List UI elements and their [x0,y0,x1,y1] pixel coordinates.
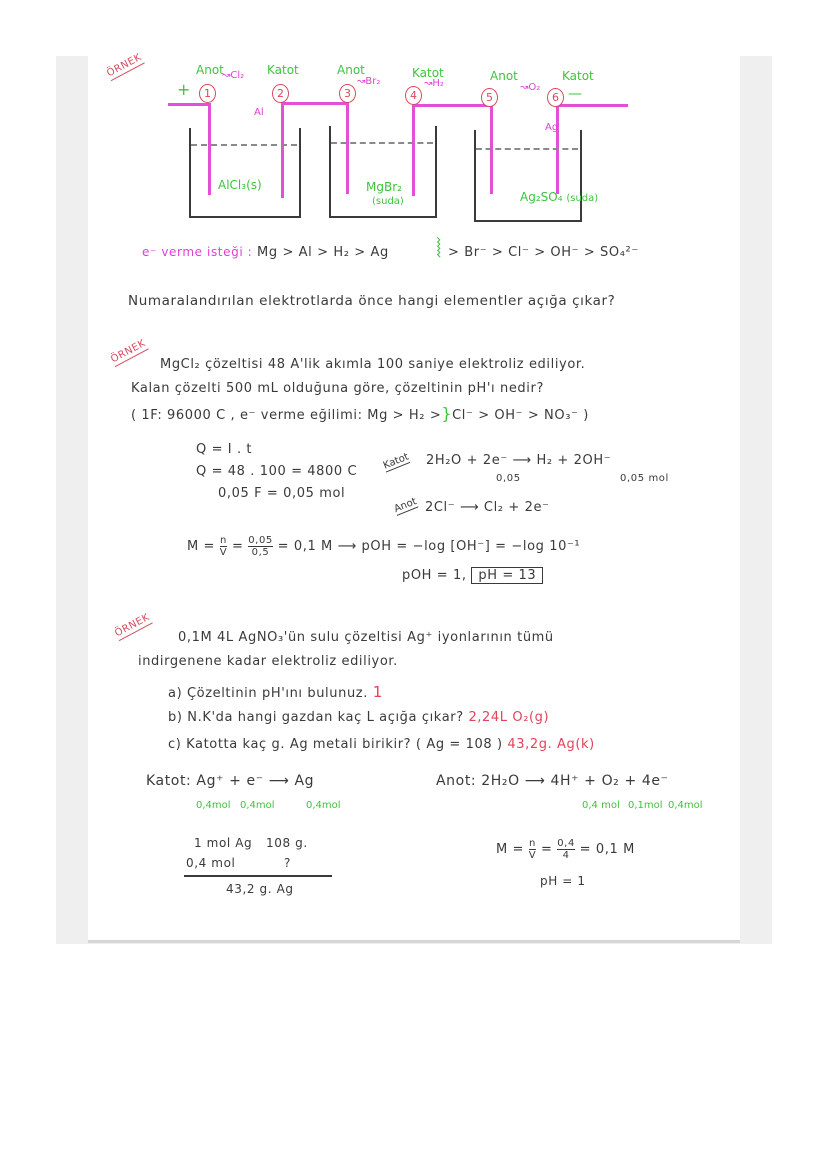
example-2-line-2: Kalan çözelti 500 mL olduğuna göre, çözeltinin pH'ı nedir? [131,381,544,396]
charge-calculation: Q = 48 . 100 = 4800 C [196,464,358,479]
electrode-6-number: 6 [547,88,564,107]
electrode-3-product: ↝Br₂ [357,76,381,87]
katot-oh-mol: 0,05 mol [620,473,669,484]
example-1-question: Numaralandırılan elektrotlarda önce hangi elementler açığa çıkar? [128,293,616,309]
anot-label: Anot [392,496,419,515]
question-a: a) Çözeltinin pH'ını bulunuz. 1 [168,683,383,701]
ph-answer-box: pH = 13 [471,567,543,584]
charge-formula: Q = I . t [196,442,253,457]
ratio-divider [184,875,332,877]
katot-mol-1: 0,4mol [196,800,231,811]
electron-tendency-line: e⁻ verme isteği : Mg > Al > H₂ > Ag [142,245,389,260]
example-2-line-1: MgCl₂ çözeltisi 48 A'lik akımla 100 saniye elektroliz ediliyor. [160,357,586,372]
positive-sign: + [177,80,191,99]
katot-mol-3: 0,4mol [306,800,341,811]
beaker-1 [189,128,301,218]
example-3-line-1: 0,1M 4L AgNO₃'ün sulu çözeltisi Ag⁺ iyonlarının tümü [178,630,554,645]
poh-result: pOH = 1, pH = 13 [402,568,543,583]
electrode-2-number: 2 [272,84,289,103]
ratio-row-2-right: ? [284,856,291,870]
electrode-2-role: Katot [267,63,299,77]
liquid-level [191,144,297,146]
electrode-5-number: 5 [481,88,498,107]
example-1-tag: ÖRNEK [105,51,144,80]
question-c-answer: 43,2g. Ag(k) [507,737,595,752]
example-3-katot-equation: Katot: Ag⁺ + e⁻ ⟶ Ag [146,773,315,789]
electrode-4-role: Katot [412,66,444,80]
beaker-3 [474,130,582,222]
electrode-2-product: Al [254,107,264,118]
ratio-row-2-left: 0,4 mol [186,856,236,870]
question-b: b) N.K'da hangi gazdan kaç L açığa çıkar? 2,24L O₂(g) [168,710,550,725]
question-c: c) Katotta kaç g. Ag metali birikir? ( Ag = 108 ) 43,2g. Ag(k) [168,737,595,752]
molarity-calculation: M = $\frac{n}{V}$ = $\frac{0,05}{0,5}$ = 0,1 M ⟶ pOH = −log [OH⁻] = −log 10⁻¹ [187,535,581,558]
liquid-level [331,142,433,144]
wire-segment [412,104,492,107]
katot-electron-mol: 0,05 [496,473,521,484]
ratio-row-1-left: 1 mol Ag [194,836,253,850]
electrode-1-product: ↝Cl₂ [222,70,245,81]
electrode-3-role: Anot [337,63,365,77]
liquid-level [476,148,578,150]
ratio-row-1-right: 108 g. [266,836,308,850]
cell-3-solution: Ag₂SO₄ (suda) [520,190,599,204]
wire-segment [168,103,210,106]
question-a-answer: 1 [372,683,383,701]
electrode-4-product: ↝H₂ [424,78,444,89]
faraday-to-mol: 0,05 F = 0,05 mol [218,486,346,501]
anot-mol-2: 0,1mol [628,800,663,811]
electrode-3-number: 3 [339,84,356,103]
electrode-1-role: Anot [196,63,224,77]
electrode-6-product: Ag [545,122,559,133]
wire-segment [556,104,628,107]
anot-equation: 2Cl⁻ ⟶ Cl₂ + 2e⁻ [425,500,550,515]
example-3-ph: pH = 1 [540,874,586,888]
electrode-6-role: Katot [562,69,594,83]
example-2-tag: ÖRNEK [109,337,148,366]
electrode-5-role: Anot [490,69,518,83]
electrode-5-product: ↝O₂ [520,82,541,93]
example-3-tag: ÖRNEK [113,611,152,640]
question-b-answer: 2,24L O₂(g) [468,710,550,725]
example-3-anot-equation: Anot: 2H₂O ⟶ 4H⁺ + O₂ + 4e⁻ [436,773,669,789]
example-2-line-3: ( 1F: 96000 C , e⁻ verme eğilimi: Mg > H₂ >}Cl⁻ > OH⁻ > NO₃⁻ ) [131,404,589,423]
divider-brace-icon: ⦚ [436,234,442,264]
cell-2-note: (suda) [372,196,404,207]
electron-tendency-series-right: > Br⁻ > Cl⁻ > OH⁻ > SO₄²⁻ [448,245,639,260]
ratio-result: 43,2 g. Ag [226,882,294,896]
katot-label: Katot [381,451,411,472]
example-3-line-2: indirgenene kadar elektroliz ediliyor. [138,654,398,669]
katot-mol-2: 0,4mol [240,800,275,811]
cell-2-solution: MgBr₂ [366,180,402,194]
example-3-molarity: M = $\frac{n}{V}$ = $\frac{0,4}{4}$ = 0,1 M [496,838,635,861]
negative-sign: — [568,86,582,102]
katot-equation: 2H₂O + 2e⁻ ⟶ H₂ + 2OH⁻ [426,453,612,468]
cell-1-solution: AlCl₃(s) [218,178,262,192]
electrode-1-number: 1 [199,84,216,103]
electrode-4-number: 4 [405,86,422,105]
wire-segment [281,102,349,105]
anot-mol-1: 0,4 mol [582,800,620,811]
anot-mol-3: 0,4mol [668,800,703,811]
